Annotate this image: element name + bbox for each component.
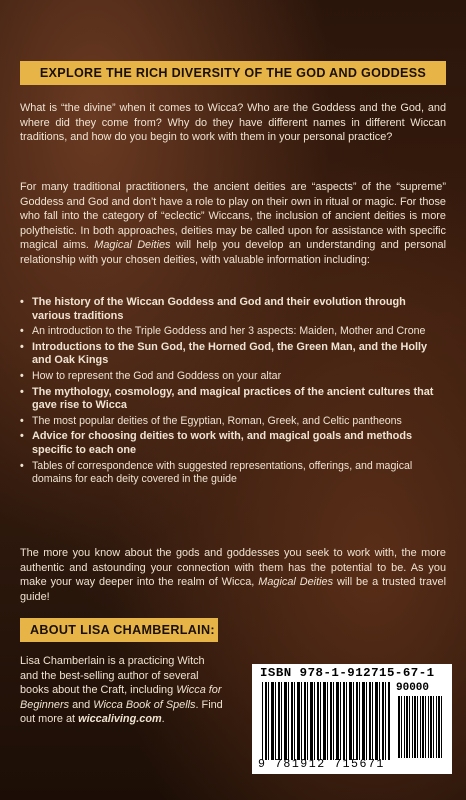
author-bio-end: .	[161, 713, 165, 726]
closing-paragraph-text: The more you know about the gods and goddesses you seek to work with, the more authentic and astounding your connection with them has the potential to be. As you make your way deeper into the realm of Wicca,	[20, 547, 446, 589]
bullet-icon: •	[20, 340, 24, 353]
list-item	[20, 370, 446, 384]
list-item-text: The mythology, cosmology, and magical practices of the ancient cultures that gave rise to Wicca	[32, 385, 434, 412]
bullet-icon: •	[20, 325, 24, 338]
list-item-text: Tables of correspondence with suggested representations, offerings, and magical domains for each deity covered in the guide	[32, 459, 413, 486]
author-bio	[20, 654, 224, 727]
closing-paragraph-text-end: will be a trusted travel guide!	[20, 576, 446, 603]
author-bio-conjunction: and	[69, 698, 94, 711]
main-heading: EXPLORE THE RICH DIVERSITY OF THE GOD AND GODDESS	[39, 66, 427, 80]
main-heading-banner	[20, 61, 446, 85]
list-item-text: Advice for choosing deities to work with, and magical goals and methods specific to each one	[32, 430, 413, 456]
feature-list	[20, 296, 446, 489]
book-title: Magical Deities	[94, 239, 171, 252]
list-item-text: An introduction to the Triple Goddess and her 3 aspects: Maiden, Mother and Crone	[32, 325, 426, 338]
bullet-icon: •	[20, 414, 24, 427]
bullet-icon: •	[20, 459, 24, 472]
barcode-digits: 9 781912 715671	[258, 758, 385, 771]
book-title-2: Wicca Book of Spells	[93, 698, 196, 711]
list-item	[20, 341, 446, 368]
list-item-text: How to represent the God and Goddess on your altar	[32, 369, 282, 382]
isbn-number: ISBN 978-1-912715-67-1	[260, 666, 435, 680]
list-item-text: The history of the Wiccan Goddess and God and their evolution through various traditions	[32, 296, 406, 322]
deities-paragraph-text-end: will help you develop an understanding and personal relationship with your chosen deities, with valuable information including:	[20, 239, 447, 266]
closing-paragraph	[20, 546, 446, 604]
about-author-heading: ABOUT LISA CHAMBERLAIN:	[30, 623, 215, 637]
website-link[interactable]: wiccaliving.com	[78, 713, 162, 726]
about-author-banner	[20, 618, 218, 642]
intro-paragraph: What is “the divine” when it comes to Wicca? Who are the Goddess and the God, and where did they come from? Why do they have different names in different Wiccan traditions, and how do you begin to work with them in your personal practice?	[20, 102, 446, 144]
list-item	[20, 386, 446, 413]
list-item-text: Introductions to the Sun God, the Horned God, the Green Man, and the Holly and Oak Kings	[32, 340, 428, 367]
deities-paragraph-text: For many traditional practitioners, the ancient deities are “aspects” of the “supreme” Goddess and God and don’t have a role to play on their own in ritual or magic. For those who fall into the category of “eclectic” Wiccans, the inclusion of ancient deities is more polytheistic. In both approaches, deities may be called upon for assistance with specific magical aims.	[20, 181, 446, 252]
list-item	[20, 325, 446, 339]
bullet-icon: •	[20, 385, 24, 398]
barcode-icon	[262, 682, 390, 760]
addon-barcode-icon	[398, 696, 444, 758]
deities-paragraph	[20, 180, 446, 268]
list-item-text: The most popular deities of the Egyptian, Roman, Greek, and Celtic pantheons	[32, 414, 402, 427]
book-title: Magical Deities	[258, 576, 334, 589]
list-item	[20, 460, 446, 487]
find-more-text: Find out more at	[20, 698, 223, 726]
list-item	[20, 430, 446, 457]
bullet-icon: •	[20, 296, 24, 308]
barcode-box	[252, 664, 452, 774]
author-bio-period: .	[195, 698, 199, 711]
author-bio-text: Lisa Chamberlain is a practicing Witch and the best-selling author of several books about the Craft, including	[20, 655, 205, 697]
list-item	[20, 296, 446, 323]
bullet-icon: •	[20, 369, 24, 382]
bullet-icon: •	[20, 430, 24, 443]
list-item	[20, 415, 446, 429]
book-title-1: Wicca for Beginners	[20, 684, 222, 711]
price-code: 90000	[396, 682, 430, 694]
